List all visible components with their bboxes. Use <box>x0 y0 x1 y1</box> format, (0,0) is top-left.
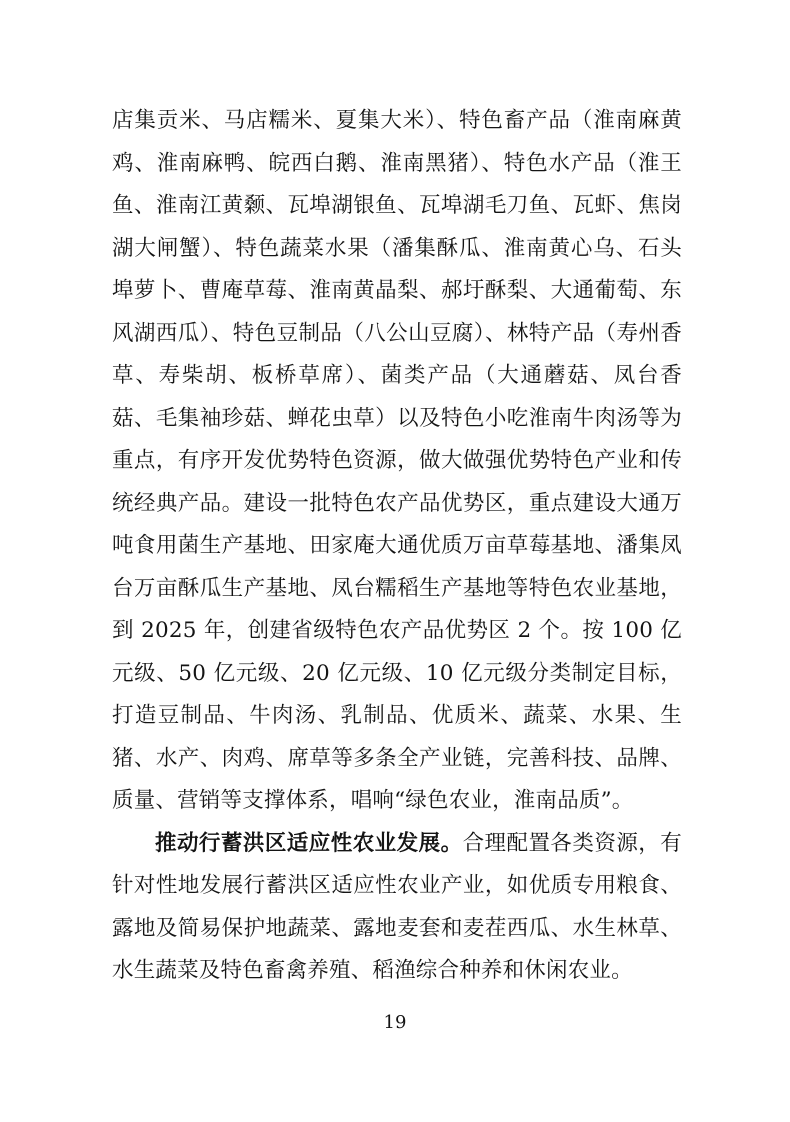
lead-run: 推动行蓄洪区适应性农业发展。 <box>155 830 463 856</box>
lead-paragraph <box>112 823 682 993</box>
page-content <box>112 100 682 993</box>
lead-paragraph-body: 合理配置各类资源，有针对性地发展行蓄洪区适应性农业产业，如优质专用粮食、露地及简易保护地蔬菜、露地麦套和麦茬西瓜、水生林草、水生蔬菜及特色畜禽养殖、稻渔综合种养和休闲农业。 <box>112 830 682 983</box>
body-paragraph: 店集贡米、马店糯米、夏集大米）、特色畜产品（淮南麻黄鸡、淮南麻鸭、皖西白鹅、淮南黑猪）、特色水产品（淮王鱼、淮南江黄颡、瓦埠湖银鱼、瓦埠湖毛刀鱼、瓦虾、焦岗湖大闸蟹）、特色蔬菜水果（潘集酥瓜、淮南黄心乌、石头埠萝卜、曹庵草莓、淮南黄晶梨、郝圩酥梨、大通葡萄、东风湖西瓜）、特色豆制品（八公山豆腐）、林特产品（寿州香草、寿柴胡、板桥草席）、菌类产品（大通蘑菇、凤台香菇、毛集袖珍菇、蝉花虫草）以及特色小吃淮南牛肉汤等为重点，有序开发优势特色资源，做大做强优势特色产业和传统经典产品。建设一批特色农产品优势区，重点建设大通万吨食用菌生产基地、田家庵大通优质万亩草莓基地、潘集凤台万亩酥瓜生产基地、凤台糯稻生产基地等特色农业基地，到 2025 年，创建省级特色农产品优势区 2 个。按 100 亿元级、50 亿元级、20 亿元级、10 亿元级分类制定目标，打造豆制品、牛肉汤、乳制品、优质米、蔬菜、水果、生猪、水产、肉鸡、席草等多条全产业链，完善科技、品牌、质量、营销等支撑体系，唱响“绿色农业，淮南品质”。 <box>112 108 682 813</box>
page-number: 19 <box>383 1012 407 1033</box>
